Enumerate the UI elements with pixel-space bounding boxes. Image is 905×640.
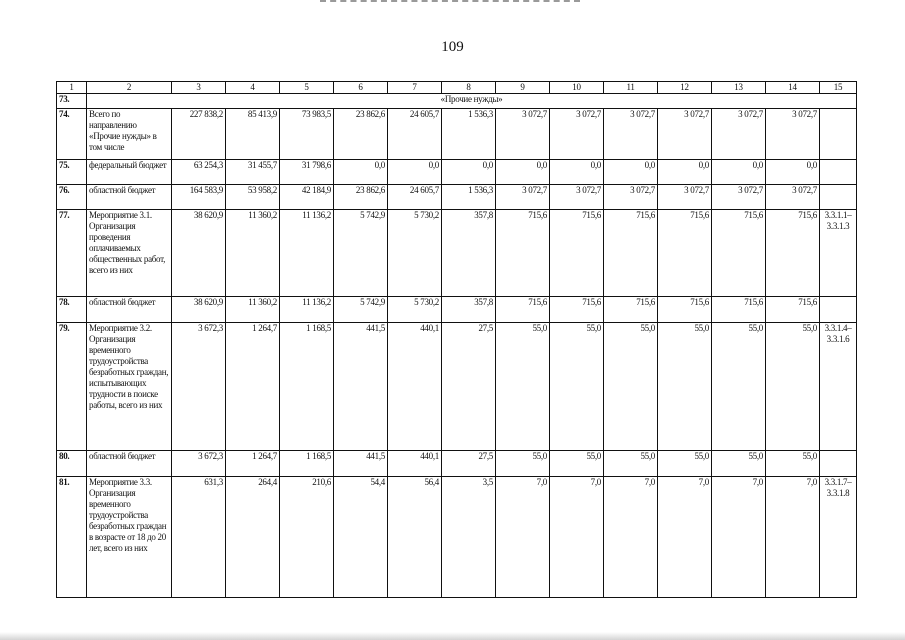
value-cell: 7,0 xyxy=(604,477,658,598)
value-cell: 23 862,6 xyxy=(334,109,388,160)
value-cell: 440,1 xyxy=(388,451,442,477)
value-cell: 440,1 xyxy=(388,323,442,451)
column-number: 6 xyxy=(334,82,388,94)
value-cell: 715,6 xyxy=(604,297,658,323)
value-cell: 1 264,7 xyxy=(226,323,280,451)
value-cell: 7,0 xyxy=(550,477,604,598)
value-cell: 54,4 xyxy=(334,477,388,598)
value-cell: 3 672,3 xyxy=(172,323,226,451)
value-cell: 0,0 xyxy=(334,160,388,185)
value-cell: 5 730,2 xyxy=(388,297,442,323)
row-name: областной бюджет xyxy=(87,297,172,323)
section-title: «Прочие нужды» xyxy=(87,94,857,109)
value-cell: 631,3 xyxy=(172,477,226,598)
value-cell: 55,0 xyxy=(604,323,658,451)
value-cell: 0,0 xyxy=(442,160,496,185)
value-cell: 715,6 xyxy=(766,210,820,297)
target-code xyxy=(820,185,857,210)
value-cell: 0,0 xyxy=(658,160,712,185)
value-cell: 715,6 xyxy=(550,210,604,297)
value-cell: 3 072,7 xyxy=(658,109,712,160)
value-cell: 5 742,9 xyxy=(334,210,388,297)
row-name: Мероприятие 3.2. Организация временного трудоустройства безработных граждан, испытывающих трудности в поиске работы, всего из них xyxy=(87,323,172,451)
value-cell: 1 168,5 xyxy=(280,323,334,451)
row-name: Мероприятие 3.3. Организация временного трудоустройства безработных граждан в возрасте от 18 до 20 лет, всего из них xyxy=(87,477,172,598)
budget-table xyxy=(56,81,857,598)
column-number: 5 xyxy=(280,82,334,94)
value-cell: 357,8 xyxy=(442,297,496,323)
value-cell: 55,0 xyxy=(604,451,658,477)
value-cell: 3 072,7 xyxy=(550,109,604,160)
value-cell: 27,5 xyxy=(442,323,496,451)
value-cell: 55,0 xyxy=(658,323,712,451)
value-cell: 63 254,3 xyxy=(172,160,226,185)
column-number: 2 xyxy=(87,82,172,94)
value-cell: 85 413,9 xyxy=(226,109,280,160)
value-cell: 357,8 xyxy=(442,210,496,297)
value-cell: 3 072,7 xyxy=(604,109,658,160)
value-cell: 7,0 xyxy=(712,477,766,598)
row-name: областной бюджет xyxy=(87,185,172,210)
table-row xyxy=(57,323,857,451)
value-cell: 3 072,7 xyxy=(658,185,712,210)
column-number: 1 xyxy=(57,82,87,94)
value-cell: 11 360,2 xyxy=(226,297,280,323)
target-code xyxy=(820,109,857,160)
value-cell: 0,0 xyxy=(712,160,766,185)
value-cell: 227 838,2 xyxy=(172,109,226,160)
value-cell: 3 072,7 xyxy=(712,185,766,210)
value-cell: 3,5 xyxy=(442,477,496,598)
scan-edge-mark xyxy=(320,0,580,2)
table-row xyxy=(57,297,857,323)
value-cell: 56,4 xyxy=(388,477,442,598)
table-row xyxy=(57,477,857,598)
value-cell: 3 072,7 xyxy=(766,185,820,210)
target-code xyxy=(820,160,857,185)
value-cell: 53 958,2 xyxy=(226,185,280,210)
value-cell: 55,0 xyxy=(712,323,766,451)
row-number: 79. xyxy=(57,323,87,451)
target-code: 3.3.1.7–3.3.1.8 xyxy=(820,477,857,598)
target-code: 3.3.1.1–3.3.1.3 xyxy=(820,210,857,297)
value-cell: 0,0 xyxy=(766,160,820,185)
value-cell: 5 730,2 xyxy=(388,210,442,297)
value-cell: 3 072,7 xyxy=(712,109,766,160)
column-number: 14 xyxy=(766,82,820,94)
value-cell: 55,0 xyxy=(496,323,550,451)
value-cell: 715,6 xyxy=(496,297,550,323)
column-number: 7 xyxy=(388,82,442,94)
value-cell: 23 862,6 xyxy=(334,185,388,210)
value-cell: 1 264,7 xyxy=(226,451,280,477)
scan-bottom-edge xyxy=(0,632,905,640)
value-cell: 1 536,3 xyxy=(442,109,496,160)
value-cell: 264,4 xyxy=(226,477,280,598)
value-cell: 0,0 xyxy=(496,160,550,185)
value-cell: 55,0 xyxy=(496,451,550,477)
value-cell: 3 072,7 xyxy=(766,109,820,160)
row-number: 77. xyxy=(57,210,87,297)
value-cell: 3 072,7 xyxy=(496,109,550,160)
column-number: 9 xyxy=(496,82,550,94)
value-cell: 3 072,7 xyxy=(604,185,658,210)
column-number: 3 xyxy=(172,82,226,94)
row-name: Всего по направлению «Прочие нужды» в том числе xyxy=(87,109,172,160)
value-cell: 715,6 xyxy=(496,210,550,297)
table-row xyxy=(57,160,857,185)
column-number: 10 xyxy=(550,82,604,94)
value-cell: 5 742,9 xyxy=(334,297,388,323)
value-cell: 0,0 xyxy=(388,160,442,185)
row-number: 73. xyxy=(57,94,87,109)
value-cell: 73 983,5 xyxy=(280,109,334,160)
column-number: 8 xyxy=(442,82,496,94)
value-cell: 441,5 xyxy=(334,451,388,477)
row-number: 78. xyxy=(57,297,87,323)
value-cell: 3 072,7 xyxy=(496,185,550,210)
target-code: 3.3.1.4–3.3.1.6 xyxy=(820,323,857,451)
value-cell: 11 360,2 xyxy=(226,210,280,297)
target-code xyxy=(820,451,857,477)
table-row xyxy=(57,109,857,160)
value-cell: 715,6 xyxy=(712,210,766,297)
header-row xyxy=(57,82,857,94)
value-cell: 24 605,7 xyxy=(388,109,442,160)
value-cell: 38 620,9 xyxy=(172,297,226,323)
value-cell: 0,0 xyxy=(550,160,604,185)
value-cell: 55,0 xyxy=(766,323,820,451)
value-cell: 11 136,2 xyxy=(280,297,334,323)
value-cell: 715,6 xyxy=(658,297,712,323)
column-number: 13 xyxy=(712,82,766,94)
value-cell: 715,6 xyxy=(658,210,712,297)
value-cell: 3 672,3 xyxy=(172,451,226,477)
value-cell: 7,0 xyxy=(658,477,712,598)
value-cell: 38 620,9 xyxy=(172,210,226,297)
row-name: федеральный бюджет xyxy=(87,160,172,185)
value-cell: 31 798,6 xyxy=(280,160,334,185)
table-row xyxy=(57,210,857,297)
value-cell: 210,6 xyxy=(280,477,334,598)
value-cell: 164 583,9 xyxy=(172,185,226,210)
table-row xyxy=(57,451,857,477)
value-cell: 0,0 xyxy=(604,160,658,185)
section-row xyxy=(57,94,857,109)
value-cell: 31 455,7 xyxy=(226,160,280,185)
value-cell: 55,0 xyxy=(712,451,766,477)
value-cell: 24 605,7 xyxy=(388,185,442,210)
value-cell: 55,0 xyxy=(766,451,820,477)
row-number: 76. xyxy=(57,185,87,210)
value-cell: 7,0 xyxy=(766,477,820,598)
row-name: Мероприятие 3.1. Организация проведения оплачиваемых общественных работ, всего из них xyxy=(87,210,172,297)
value-cell: 441,5 xyxy=(334,323,388,451)
target-code xyxy=(820,297,857,323)
value-cell: 1 536,3 xyxy=(442,185,496,210)
row-name: областной бюджет xyxy=(87,451,172,477)
value-cell: 11 136,2 xyxy=(280,210,334,297)
column-number: 12 xyxy=(658,82,712,94)
value-cell: 715,6 xyxy=(604,210,658,297)
table-row xyxy=(57,185,857,210)
column-number: 15 xyxy=(820,82,857,94)
column-number: 11 xyxy=(604,82,658,94)
row-number: 75. xyxy=(57,160,87,185)
row-number: 74. xyxy=(57,109,87,160)
row-number: 80. xyxy=(57,451,87,477)
row-number: 81. xyxy=(57,477,87,598)
value-cell: 3 072,7 xyxy=(550,185,604,210)
value-cell: 55,0 xyxy=(658,451,712,477)
value-cell: 7,0 xyxy=(496,477,550,598)
value-cell: 715,6 xyxy=(550,297,604,323)
page-number: 109 xyxy=(441,39,464,55)
value-cell: 1 168,5 xyxy=(280,451,334,477)
value-cell: 55,0 xyxy=(550,323,604,451)
value-cell: 42 184,9 xyxy=(280,185,334,210)
value-cell: 715,6 xyxy=(712,297,766,323)
value-cell: 715,6 xyxy=(766,297,820,323)
value-cell: 27,5 xyxy=(442,451,496,477)
value-cell: 55,0 xyxy=(550,451,604,477)
column-number: 4 xyxy=(226,82,280,94)
